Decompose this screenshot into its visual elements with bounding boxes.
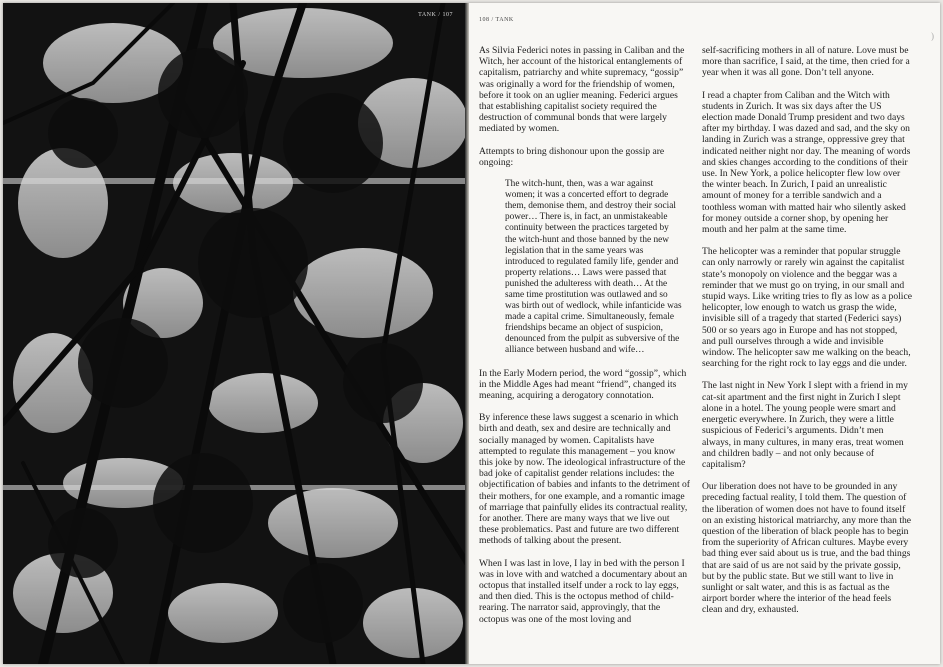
paragraph: The last night in New York I slept with a friend in my cat-sit apartment and the first night in Zurich I slept alone in a hotel. The young people were smart and energetic everywhere. In Zurich, they were a little suspicious of Federici’s arguments. Didn’t men always, in many cultures, in many eras, treat women and children badly – and not only because of capitalism? bbox=[702, 380, 908, 470]
right-page bbox=[469, 3, 940, 664]
text-column-2 bbox=[702, 45, 913, 627]
paragraph: The helicopter was a reminder that popular struggle can only narrowly or rarely win against the capitalist state’s monopoly on violence and the beggar was a reminder that we must go on trying, in our small and stupid ways. Like writing tries to fly as low as a police helicopter, low enough to watch us grasp the wide, invisible sill of a tragedy that started (Federici says) 500 or so years ago in Europe and has not stopped, and pull ourselves through a wide and invisible window. The helicopter saw me walking on the beach, searching for the right rock to lay eggs and die under. bbox=[702, 246, 912, 370]
magazine-spread bbox=[3, 3, 940, 664]
paragraph: By inference these laws suggest a scenario in which birth and death, sex and desire are technically and socially managed by women. Capitalists have attempted to regulate this management – you know this joke by now. The ideological infrastructure of the bad joke of capitalist gender relations includes: the objectification of babies and infants to the detriment of their mothers, for one example, and a romantic image of marriage that painfully elides its contractual reality, for another. There are many ways that we live out these problematics. Past and future are two different methods of talking about the present. bbox=[479, 412, 690, 547]
right-folio: 108 / TANK bbox=[479, 17, 514, 23]
paragraph: Our liberation does not have to be grounded in any preceding factual reality, I told them. The question of the liberation of women does not have to found itself on an existing historical matriarchy, any more than the question of the liberation of black people has to begin from the superiority of African cultures. Maybe every bad thing ever said about us is true, and the bad things that are said of us are not said by the private gossip, but by the public state. But we still want to live in sunlight or salt water, and this is as factual as the airport border where the interior of the head feels clean and dry, exhausted. bbox=[702, 481, 912, 616]
text-column-1 bbox=[479, 45, 690, 636]
corner-mark: ) bbox=[931, 31, 934, 41]
block-quote: The witch-hunt, then, was a war against women; it was a concerted effort to degrade them, demonise them, and destroy their social power… There is, in fact, an unmistakeable continuity between the practices targeted by the witch-hunt and those banned by the new legislation that in the same years was introduced to regulated family life, gender and property relations… Laws were passed that punished the adulteress with death… At the same time prostitution was outlawed and so was birth out of wedlock, while infanticide was made a capital crime. Simultaneously, female friendships became an object of suspicion, denounced from the pulpit as subversive of the alliance between husband and wife… bbox=[505, 179, 682, 356]
left-page bbox=[3, 3, 467, 664]
forest-canopy-photo bbox=[3, 3, 467, 664]
paragraph: As Silvia Federici notes in passing in Caliban and the Witch, her account of the historical entanglements of capitalism, patriarchy and white supremacy, “gossip” was originally a word for the friendship of women, before it took on an uglier meaning. Federici argues that establishing capitalist society required the destruction of communal bonds that were largely mediated by women. bbox=[479, 45, 685, 135]
paragraph: I read a chapter from Caliban and the Witch with students in Zurich. It was six days after the US election made Donald Trump president and two days after my birthday. I was dazed and sad, and the sky on landing in Zurich was a strange, oppressive grey that indicated neither night nor day. The meaning of words and skies changes according to the conditions of their use. In New York, a police helicopter flew low over the winter beach. In Zurich, I paid an unrealistic amount of money for a terrible sandwich and a toothless woman with matted hair who silently asked for money outside a corner shop, by opening her mouth and her palm at the same time. bbox=[702, 89, 911, 236]
left-folio: TANK / 107 bbox=[418, 12, 453, 18]
paragraph: Attempts to bring dishonour upon the gossip are ongoing: bbox=[479, 145, 665, 168]
paragraph: In the Early Modern period, the word “gossip”, which in the Middle Ages had meant “friend”, changed its meaning, acquiring a derogatory connotation. bbox=[479, 367, 687, 401]
paragraph: When I was last in love, I lay in bed with the person I was in love with and watched a documentary about an octopus that installed itself under a rock to lay eggs, and then died. This is the octopus method of child-rearing. The narrator said, approvingly, that the octopus was one of the most loving and bbox=[479, 557, 688, 625]
paragraph: self-sacrificing mothers in all of nature. Love must be more than sacrifice, I said, at the time, then cried for a year when it was all gone. Don’t tell anyone. bbox=[702, 45, 910, 79]
